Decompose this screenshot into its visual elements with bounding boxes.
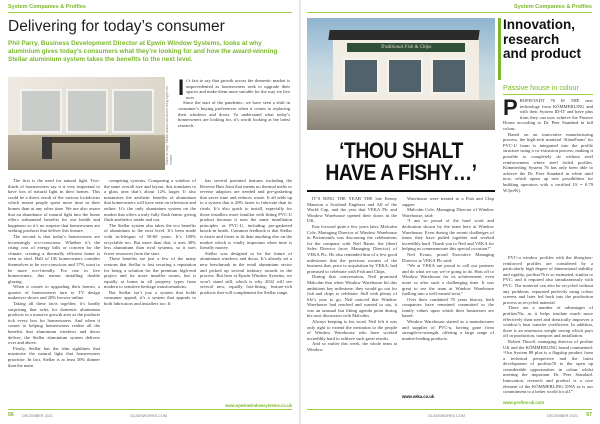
paragraph: PVC-u window profiles with the fibreglass-reinforced profiles are considered by a particularly high degree of dimensional stability and rigidity, profitas76 is so estimated, similar to PVC, and if required also simultaneously with PVC. The material can also be recycled without any problems, separated perfectly using colour screens and later fed back into the production process as recycled material.: [503, 255, 593, 305]
paragraph: has several patented features including the Reverse Butt Joint that means no thermal melts or reverse adaptors are needed and pre-gasketing that saves time and reduces waste. It all adds up to a system that is 20% faster to fabricate than its rivals. It’s also quick to install, especially for those installers more familiar with fitting PVC-U product because it uses the same installation principles as PVC-U, including pre-gasketed knock-in beads. Common feedback is that Stellar is easier and faster to fit than anything else on the market which is vitally important when time is literally money.: [200, 178, 292, 251]
paragraph: competing systems. Comparing a window of the same overall size and layout, this translates to a glass area that’s about 12% larger. It also maximises the aesthetic benefits of aluminium that homeowners will have seen on television and online. It’s the only aluminium system on the market that offers a truly fully flush frame, giving flush aesthetics inside and out.: [104, 178, 196, 223]
drop-cap: I: [178, 78, 185, 100]
article-column-fishy-2: [402, 196, 494, 392]
paragraph: There are a number of advantages of profitas76s, as it helps insulate much more effectively than steel and drastically improves a window’s heat transfer coefficient. In addition, there is an enormous weight saving which pays off in production, transport and installation.: [503, 305, 593, 339]
article-column-4: [200, 178, 292, 400]
footer-rule-right: [307, 409, 592, 410]
article-title-delivering: Delivering for today’s consumer: [8, 18, 225, 35]
photo-roof: [328, 30, 479, 40]
paragraph: The Stellar system also takes the eco benefits of aluminium to the next level. It’s been made with in-lifespan of 50-60 years. It’s 100% recyclable too. But more than that, it uses 30% less aluminium than rival systems, so it uses fewer resources from the start.: [104, 222, 196, 256]
page-gutter: [299, 0, 301, 424]
paragraph: Based on an innovative manufacturing process, the high-tech material ‘KönaFoam’ for PVC-U foam is integrated into the profile structure using a co-extrusion process, making it possible to completely do without steel reinforcement where steel foiled profiles. Kömmerling System 76 has only been able to achieve the Dr. Peer Standard in white until now, which opens up new possibilities for building operators with a certified Uf = 0.79 W/(m²K).: [503, 131, 593, 193]
article-url-link[interactable]: www.veka.co.uk: [402, 394, 435, 399]
running-head-rule-left: [8, 12, 292, 13]
article-url-link[interactable]: www.profine-uk.com: [503, 400, 545, 405]
paragraph: And so earlier this week, the whole team at Window: [307, 341, 397, 353]
paragraph: IT’S RING THE YEAR THE late Kenny Mansion a Scotland Englezer and All of the World Cup, and the year that VEKA Plc and Window Warehouse opened their doors in the UK.: [307, 196, 397, 224]
paragraph: Warehouse were treated to a Fish and Chip supper.: [402, 196, 494, 207]
paragraph: Always keeping to his word, Neil felt it was only right to extend the invitation to the people of Window Warehouse who have worked incredibly hard to achieve such great results.: [307, 319, 397, 341]
paragraph: “I am so proud of the hard work and dedication shown by the team here at Window Warehouse. Even during the recent challenges of times they have pulled together and worked incredibly hard. Thank you to Neil and VEKA for helping us commemorate this special occasion!”: [402, 218, 494, 252]
article-column-innovation-2: [503, 255, 593, 400]
shop-sign: Traditional Fish & Chips: [347, 43, 465, 52]
paragraph: “We at VEKA are proud to call our partners and do what we say we’re going to do. Hats off to Window Warehouse for its achievement, even more so after such a challenging time. It was great to see the team at Window Warehouse fuelling into a well-earned treat.”: [402, 263, 494, 297]
title-line: and product: [503, 46, 581, 62]
title-line: ‘THOU SHALT: [339, 138, 463, 163]
paragraph: Over their combined 70 years history, both companies have remained committed to the family values upon which their businesses are based.: [402, 296, 494, 319]
article-title-fishy: [318, 140, 483, 184]
paragraph: These benefits are just a few of the many reasons that Stellar is fast securing a reputation for being a solution for the premium high-end project and for more installer routes, but is equally at home in all property types from modern to sensitive heritage transformations.: [104, 256, 196, 290]
paragraph: Firstly, Stellar has the slim sightlines that maximise the natural light that homeowners prioritise. In fact, Stellar is at least 30% thinner than the main: [8, 345, 100, 368]
title-line: Innovation,: [503, 17, 575, 32]
paragraph: Fast forward quite a few years later, Malcolm Cole, Managing Director of Window Warehouse in Portsmouth, was discussing the celebrations for the company with Neil Barne, the (then) Sales Director (now Managing Director) of VEKA Plc. He also reminded him of a few good milestones that the previous owners of the business that, prior to acquisition by VEKA, had promised to celebrate with Fish and Chips.: [307, 223, 397, 274]
photo-window: [431, 58, 467, 94]
paragraph-text: ROFISTADT 76 IS THE new technology from KÖMMERLING and with their System ID-IT and have plus from they can now achieve the Passive House according to Dr. Peer Standard in full colour.: [503, 98, 593, 131]
subtitle-rule: [503, 94, 593, 95]
paragraph: The second is that today’s homeowners are increasingly eco-conscious. Whether it’s the rising cost of energy bills or concern for the climate, creating a thermally efficient home is seen as vital. Half of UK homeowners consider themselves to be eco-conscious and 57% want to be more eco-friendly. For one in five homeowners, this means installing double glazing.: [8, 233, 100, 284]
paragraph-text: t’s fair to say that growth across the domestic market is unprecedented as homeowners seek to upgrade their spaces and make them more suitable for the way we live now.: [186, 78, 290, 100]
article-url-link[interactable]: www.epwinwindowsystems.co.uk: [225, 403, 292, 408]
photo-chair: [120, 137, 130, 159]
article-column-2: [8, 178, 100, 408]
paragraph: Malcolm Cole, Managing Director of Window Warehouse, said:: [402, 207, 494, 218]
page-number-right: 57: [586, 412, 592, 418]
issue-date-right: DECEMBER 2021: [546, 414, 578, 418]
article-title-innovation: [503, 18, 595, 62]
article-column-innovation-1: [503, 98, 593, 253]
article-column-1: [178, 78, 290, 176]
title-rule: [307, 190, 495, 192]
paragraph: Taking all these facts together, it’s hardly surprising that sales for domestic aluminium products in a massive growth area as the products tick every box for homeowners. And when it comes to helping homeowners realise all the benefits that aluminium windows and doors deliver, the Stellar aluminium system delivers over and above.: [8, 301, 100, 346]
title-line: research: [503, 31, 560, 47]
photo-window: [387, 58, 423, 94]
paragraph: [503, 98, 593, 132]
running-head-rule-right: [307, 12, 592, 13]
article-subtitle-innovation: Passive house in colour: [503, 83, 579, 92]
title-line: HAVE A FISHY…’: [325, 160, 477, 185]
photo-window: [112, 89, 154, 133]
footer-rule-left: [8, 409, 292, 410]
shopfront-photo: [307, 18, 495, 130]
issue-date-left: DECEMBER 2021: [22, 414, 54, 418]
article-column-fishy-1: [307, 196, 397, 402]
paragraph: When it comes to upgrading their homes, a quarter of homeowners turn to TV design makeover shows and 20% browse online.: [8, 284, 100, 301]
drop-cap: P: [503, 98, 518, 120]
paragraph: [178, 78, 290, 100]
photo-street: [307, 100, 495, 130]
site-name-left: GLASSWORKS.COM: [130, 414, 167, 418]
site-name-right: GLASSWORKS.COM: [428, 414, 465, 418]
paragraph: Stellar was designed to be the future of aluminium windows and doors. It’s already set a new benchmark in the retail aluminium sector and picked up several industry awards in the process. But here at Epwin Window Systems, we won’t stand still, which is why 2022 will see several new, equally fast-fitting, feature-rich products that will complement the Stellar range.: [200, 250, 292, 295]
paragraph: Since the start of the pandemic, we have seen a shift in consumer’s buying preferences when it comes to replacing their windows and doors. To understand what today’s homeowners are looking for, it’s worth looking at the latest research.: [178, 100, 290, 128]
photo-window: [20, 89, 62, 133]
paragraph: During that conversation, Neil promised Malcolm that when Window Warehouse hit this ambitious key milestone, they would go out for fish and chips to celebrate. Still with plenty of life’s year to go, Neil noticed that Window Warehouse had reached and wanted to say, it was an unusual but fitting agenda point during his next discussion with Malcolm.: [307, 274, 397, 319]
page-number-left: 56: [8, 412, 14, 418]
article-standfirst-delivering: Phil Parry, Business Development Director at Epwin Window Systems, looks at why aluminium gives today’s consumers what they’re looking for and how the award-winning Stellar aluminium system takes the benefits to the next level.: [8, 40, 278, 64]
paragraph: Window Warehouse started as a manufacturer and supplier of PVC-u, having gone from strength-to-strength, offering a large range of market-leading products.: [402, 319, 494, 341]
photo-window: [66, 89, 108, 133]
photo-chair: [42, 137, 52, 159]
photo-window: [343, 58, 379, 94]
article-column-3: [104, 178, 196, 408]
paragraph: Neil Evans, proud Executive Managing Director at VEKA Plc said:: [402, 251, 494, 263]
interior-photo: [8, 77, 165, 170]
running-head-right: System Companies & Profiles: [514, 4, 592, 10]
running-head-left: System Companies & Profiles: [8, 4, 86, 10]
paragraph: The first is the need for natural light. Two-thirds of homeowners say it is very important to have lots of natural light in their homes. This could be a direct result of the various lockdowns which meant people spent more time in their homes than at any other time. We are also aware that an abundance of natural light into the home offers substantial benefits for our health and happiness so it’s no surprise that homeowners are seeking products that deliver this feature.: [8, 178, 100, 234]
photo-table: [46, 137, 126, 143]
paragraph: Robert Thiroff, managing director of profine UK and the KÖMMERLING brand commented: “Our System 88 plus is a flagship product from a technical perspective and the latest development of profitas76 to the open up considerable opportunities in colour whilst meeting the important Dr. Peer Standard. Innovation, research and product is a core element of the KÖMMERLING DNA as is our commitment to a better world for all.”: [503, 338, 593, 395]
title-accent-bar: [498, 18, 501, 80]
photo-caption: Glass to stay: Stellar aluminium doors bring light into homes: [165, 86, 173, 165]
paragraph: But Stellar isn’t just a system that holds consumer appeal, it’s a system that appeals to both fabricators and installers too. It: [104, 289, 196, 307]
